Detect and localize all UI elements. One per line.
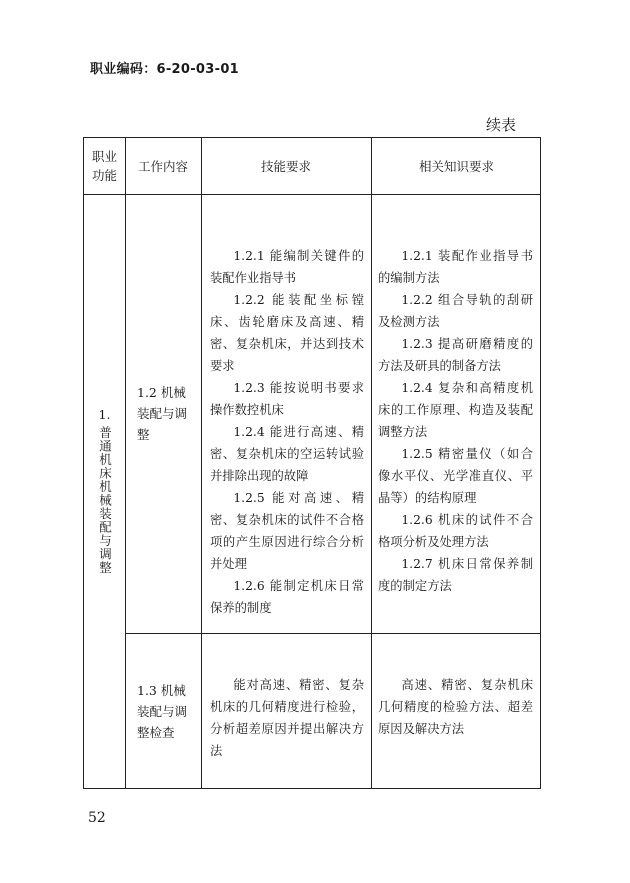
continued-label: 续表 [486, 116, 517, 134]
work-content-cell [125, 633, 201, 790]
col-divider [371, 138, 372, 788]
col-header-knowledge: 相关知识要求 [418, 158, 494, 174]
skill-item: 1.2.1 能编制关键件的装配作业指导书 [210, 249, 364, 285]
col-header-work: 工作内容 [137, 158, 188, 174]
knowledge-item: 1.2.6 机床的试件不合格项分析及处理方法 [378, 513, 533, 549]
col-header-skills: 技能要求 [260, 158, 311, 174]
knowledge-item: 1.2.1 装配作业指导书的编制方法 [378, 249, 533, 285]
knowledge-item: 1.2.7 机床日常保养制度的制定方法 [378, 557, 533, 593]
skill-item: 1.2.6 能制定机床日常保养的制度 [210, 579, 364, 615]
occupation-code: 职业编码：6-20-03-01 [90, 62, 240, 77]
skill-item: 能对高速、精密、复杂机床的几何精度进行检验，分析超差原因并提出解决方法 [210, 678, 364, 758]
skill-item: 1.2.2 能装配坐标镗床、齿轮磨床及高速、精密、复杂机床，并达到技术要求 [210, 293, 364, 373]
skills-cell [210, 245, 364, 619]
skill-item: 1.2.5 能对高速、精密、复杂机床的试件不合格项的产生原因进行综合分析并处理 [210, 491, 364, 571]
skill-item: 1.2.3 能按说明书要求操作数控机床 [210, 381, 364, 417]
knowledge-cell [378, 674, 533, 740]
skills-cell [210, 674, 364, 762]
function-number: 1. [98, 407, 111, 423]
work-content-text: 1.2 机械装配与调整 [137, 385, 188, 442]
knowledge-item: 1.2.5 精密量仪（如合像水平仪、光学准直仪、平晶等）的结构原理 [378, 447, 533, 505]
knowledge-cell [378, 245, 533, 597]
col-header-function: 职业 功能 [91, 149, 117, 183]
function-name: 普通机床机械装配与调整 [97, 426, 113, 575]
knowledge-item: 1.2.3 提高研磨精度的方法及研具的制备方法 [378, 337, 533, 373]
knowledge-item: 高速、精密、复杂机床几何精度的检验方法、超差原因及解决方法 [378, 678, 533, 736]
function-cell [84, 194, 125, 788]
skill-item: 1.2.4 能进行高速、精密、复杂机床的空运转试验并排除出现的故障 [210, 425, 364, 483]
work-content-cell [125, 194, 201, 633]
work-content-text: 1.3 机械装配与调整检查 [137, 683, 188, 740]
requirements-table [83, 137, 541, 789]
page-number: 52 [88, 810, 106, 826]
knowledge-item: 1.2.2 组合导轨的刮研及检测方法 [378, 293, 533, 329]
col-divider [201, 138, 202, 788]
knowledge-item: 1.2.4 复杂和高精度机床的工作原理、构造及装配调整方法 [378, 381, 533, 439]
